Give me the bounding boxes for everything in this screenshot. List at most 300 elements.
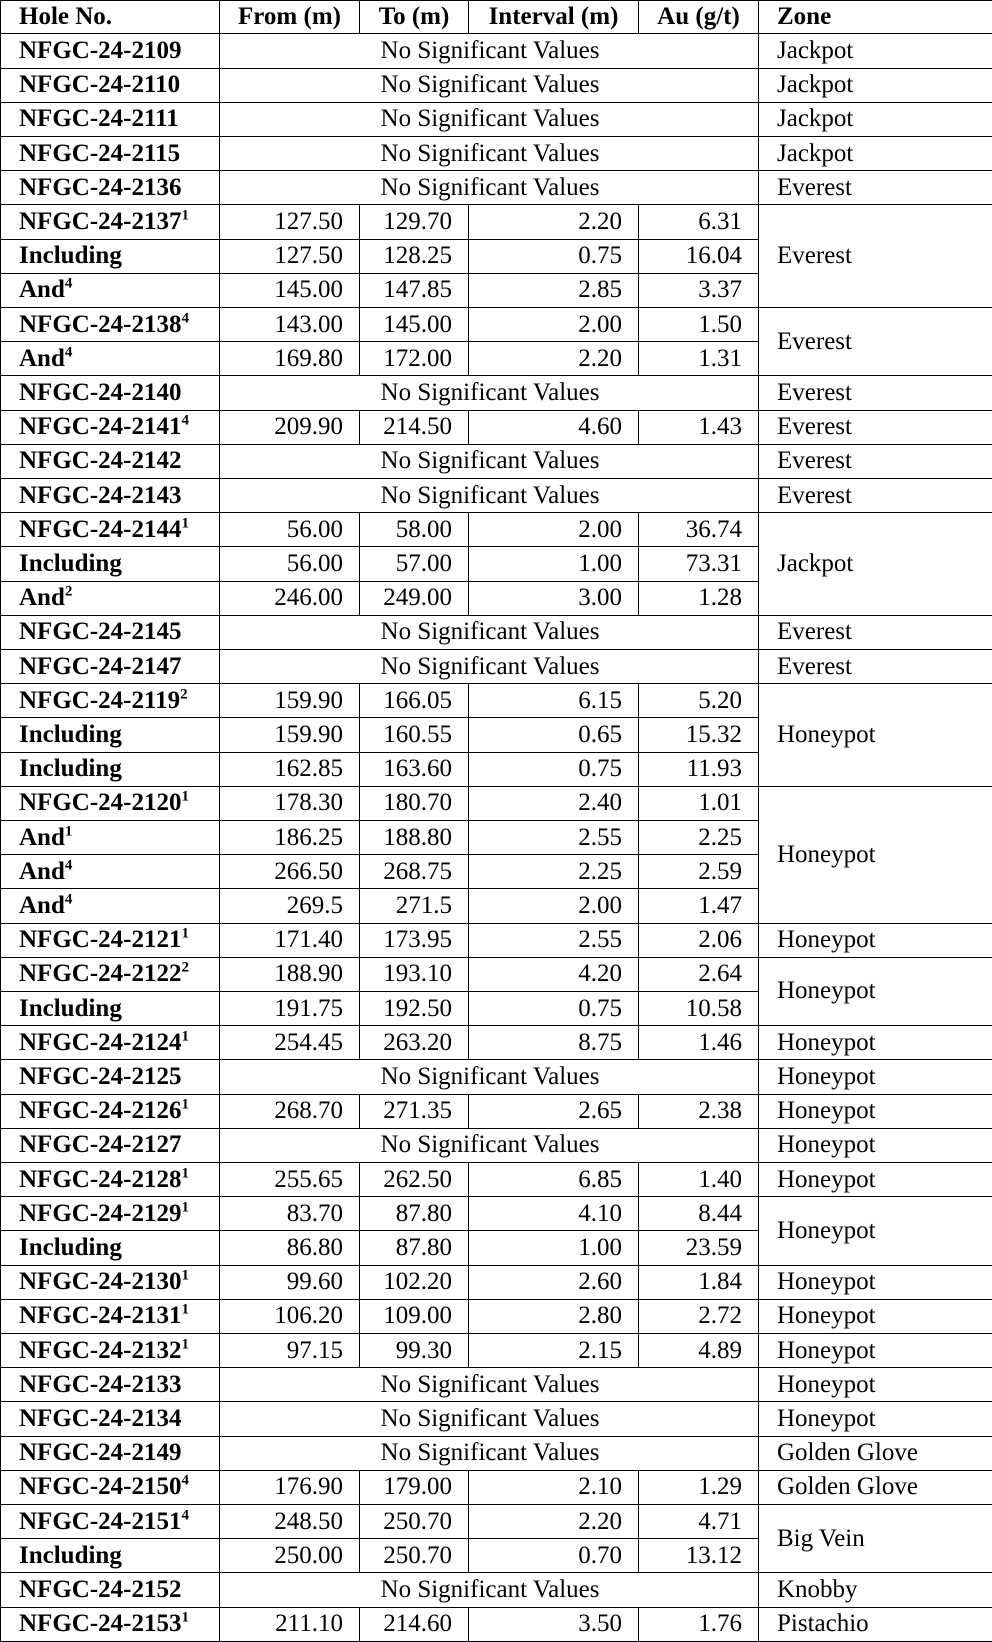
table-row	[1, 1265, 992, 1299]
zone-cell: Everest	[759, 615, 992, 649]
interval-cell: 2.10	[469, 1470, 639, 1504]
table-row	[1, 513, 992, 547]
au-grade-cell: 1.47	[639, 889, 759, 923]
au-grade-cell: 2.59	[639, 855, 759, 889]
zone-cell: Big Vein	[759, 1505, 992, 1573]
interval-cell: 4.10	[469, 1197, 639, 1231]
footnote-marker: 1	[64, 822, 73, 839]
from-cell: 83.70	[220, 1197, 360, 1231]
footnote-marker: 2	[64, 583, 73, 600]
au-grade-cell: 8.44	[639, 1197, 759, 1231]
interval-cell: 2.20	[469, 342, 639, 376]
hole-no-cell	[1, 171, 220, 205]
zone-cell: Honeypot	[759, 957, 992, 1025]
to-cell: 109.00	[360, 1299, 469, 1333]
au-grade-cell: 2.72	[639, 1299, 759, 1333]
hole-label: NFGC-24-2111	[19, 105, 179, 133]
from-cell: 268.70	[220, 1094, 360, 1128]
table-row	[1, 102, 992, 136]
footnote-marker: 1	[181, 1096, 189, 1113]
au-grade-cell: 1.28	[639, 581, 759, 615]
footnote-marker: 1	[181, 514, 189, 531]
to-cell: 268.75	[360, 855, 469, 889]
to-cell: 129.70	[360, 205, 469, 239]
from-cell: 266.50	[220, 855, 360, 889]
hole-label: NFGC-24-2127	[19, 1131, 182, 1159]
to-cell: 179.00	[360, 1470, 469, 1504]
table-row	[1, 957, 992, 991]
hole-no-cell	[1, 273, 220, 307]
zone-cell: Everest	[759, 649, 992, 683]
to-cell: 249.00	[360, 581, 469, 615]
no-significant-values-cell: No Significant Values	[220, 1060, 759, 1094]
table-row	[1, 478, 992, 512]
hole-label: NFGC-24-2141	[19, 413, 182, 441]
interval-cell: 0.70	[469, 1539, 639, 1573]
to-cell: 173.95	[360, 923, 469, 957]
interval-cell: 2.00	[469, 307, 639, 341]
header-zone: Zone	[759, 1, 992, 34]
table-row	[1, 786, 992, 820]
zone-cell: Honeypot	[759, 1026, 992, 1060]
to-cell: 128.25	[360, 239, 469, 273]
from-cell: 162.85	[220, 752, 360, 786]
hole-label: NFGC-24-2150	[19, 1473, 182, 1501]
hole-label: NFGC-24-2140	[19, 378, 182, 406]
zone-cell: Honeypot	[759, 786, 992, 923]
no-significant-values-cell: No Significant Values	[220, 68, 759, 102]
zone-cell: Jackpot	[759, 102, 992, 136]
zone-cell: Pistachio	[759, 1607, 992, 1641]
zone-cell: Honeypot	[759, 1299, 992, 1333]
hole-no-cell	[1, 855, 220, 889]
header-interval: Interval (m)	[469, 1, 639, 34]
from-cell: 188.90	[220, 957, 360, 991]
zone-cell: Honeypot	[759, 1334, 992, 1368]
footnote-marker: 4	[181, 412, 189, 429]
zone-cell: Everest	[759, 478, 992, 512]
zone-cell: Honeypot	[759, 923, 992, 957]
zone-cell: Jackpot	[759, 513, 992, 616]
hole-label: NFGC-24-2120	[19, 789, 182, 817]
hole-label: NFGC-24-2142	[19, 447, 182, 475]
hole-no-cell	[1, 1094, 220, 1128]
to-cell: 102.20	[360, 1265, 469, 1299]
zone-cell: Everest	[759, 171, 992, 205]
footnote-marker: 1	[181, 1199, 189, 1216]
table-row	[1, 410, 992, 444]
hole-label: Including	[19, 242, 122, 270]
hole-label: And	[19, 823, 65, 851]
interval-cell: 1.00	[469, 1231, 639, 1265]
zone-cell: Honeypot	[759, 1197, 992, 1265]
from-cell: 191.75	[220, 991, 360, 1025]
footnote-marker: 1	[181, 1301, 189, 1318]
hole-no-cell	[1, 1128, 220, 1162]
hole-no-cell	[1, 307, 220, 341]
hole-no-cell	[1, 923, 220, 957]
table-row	[1, 1436, 992, 1470]
table-row	[1, 205, 992, 239]
hole-no-cell	[1, 1539, 220, 1573]
au-grade-cell: 4.89	[639, 1334, 759, 1368]
to-cell: 262.50	[360, 1163, 469, 1197]
table-row	[1, 1094, 992, 1128]
from-cell: 127.50	[220, 239, 360, 273]
header-from: From (m)	[220, 1, 360, 34]
from-cell: 169.80	[220, 342, 360, 376]
hole-no-cell	[1, 786, 220, 820]
from-cell: 246.00	[220, 581, 360, 615]
no-significant-values-cell: No Significant Values	[220, 1368, 759, 1402]
au-grade-cell: 1.46	[639, 1026, 759, 1060]
interval-cell: 8.75	[469, 1026, 639, 1060]
to-cell: 214.50	[360, 410, 469, 444]
au-grade-cell: 13.12	[639, 1539, 759, 1573]
table-row	[1, 615, 992, 649]
to-cell: 271.5	[360, 889, 469, 923]
table-row	[1, 376, 992, 410]
from-cell: 248.50	[220, 1505, 360, 1539]
hole-label: NFGC-24-2126	[19, 1097, 182, 1125]
hole-no-cell	[1, 547, 220, 581]
table-row	[1, 1026, 992, 1060]
hole-label: And	[19, 857, 65, 885]
to-cell: 250.70	[360, 1539, 469, 1573]
au-grade-cell: 16.04	[639, 239, 759, 273]
footnote-marker: 1	[181, 788, 189, 805]
au-grade-cell: 2.25	[639, 820, 759, 854]
interval-cell: 2.60	[469, 1265, 639, 1299]
hole-no-cell	[1, 684, 220, 718]
au-grade-cell: 2.06	[639, 923, 759, 957]
hole-label: NFGC-24-2133	[19, 1370, 182, 1398]
hole-label: NFGC-24-2138	[19, 310, 182, 338]
zone-cell: Jackpot	[759, 136, 992, 170]
zone-cell: Honeypot	[759, 1128, 992, 1162]
au-grade-cell: 11.93	[639, 752, 759, 786]
hole-no-cell	[1, 1197, 220, 1231]
hole-label: NFGC-24-2122	[19, 960, 182, 988]
table-row	[1, 923, 992, 957]
hole-label: NFGC-24-2121	[19, 926, 182, 954]
hole-no-cell	[1, 1026, 220, 1060]
hole-no-cell	[1, 649, 220, 683]
from-cell: 176.90	[220, 1470, 360, 1504]
interval-cell: 6.15	[469, 684, 639, 718]
footnote-marker: 1	[181, 1609, 189, 1626]
interval-cell: 3.50	[469, 1607, 639, 1641]
au-grade-cell: 23.59	[639, 1231, 759, 1265]
hole-no-cell	[1, 1573, 220, 1607]
no-significant-values-cell: No Significant Values	[220, 1128, 759, 1162]
hole-no-cell	[1, 615, 220, 649]
zone-cell: Everest	[759, 410, 992, 444]
interval-cell: 2.80	[469, 1299, 639, 1333]
from-cell: 106.20	[220, 1299, 360, 1333]
footnote-marker: 1	[181, 1028, 189, 1045]
interval-cell: 2.00	[469, 513, 639, 547]
table-row	[1, 136, 992, 170]
hole-no-cell	[1, 410, 220, 444]
no-significant-values-cell: No Significant Values	[220, 1573, 759, 1607]
from-cell: 178.30	[220, 786, 360, 820]
to-cell: 193.10	[360, 957, 469, 991]
footnote-marker: 4	[64, 857, 73, 874]
hole-no-cell	[1, 1060, 220, 1094]
hole-label: NFGC-24-2124	[19, 1028, 182, 1056]
hole-label: NFGC-24-2143	[19, 481, 182, 509]
zone-cell: Everest	[759, 205, 992, 308]
from-cell: 171.40	[220, 923, 360, 957]
to-cell: 271.35	[360, 1094, 469, 1128]
hole-no-cell	[1, 1368, 220, 1402]
no-significant-values-cell: No Significant Values	[220, 102, 759, 136]
to-cell: 99.30	[360, 1334, 469, 1368]
hole-no-cell	[1, 752, 220, 786]
interval-cell: 6.85	[469, 1163, 639, 1197]
table-row	[1, 1334, 992, 1368]
table-row	[1, 1402, 992, 1436]
zone-cell: Honeypot	[759, 1265, 992, 1299]
from-cell: 250.00	[220, 1539, 360, 1573]
hole-no-cell	[1, 581, 220, 615]
header-to: To (m)	[360, 1, 469, 34]
interval-cell: 2.00	[469, 889, 639, 923]
hole-label: Including	[19, 755, 122, 783]
au-grade-cell: 36.74	[639, 513, 759, 547]
table-row	[1, 1299, 992, 1333]
hole-no-cell	[1, 444, 220, 478]
no-significant-values-cell: No Significant Values	[220, 615, 759, 649]
table-row	[1, 1505, 992, 1539]
to-cell: 263.20	[360, 1026, 469, 1060]
hole-no-cell	[1, 478, 220, 512]
au-grade-cell: 1.40	[639, 1163, 759, 1197]
au-grade-cell: 1.76	[639, 1607, 759, 1641]
zone-cell: Everest	[759, 376, 992, 410]
zone-cell: Everest	[759, 444, 992, 478]
zone-cell: Honeypot	[759, 684, 992, 787]
hole-no-cell	[1, 342, 220, 376]
hole-label: NFGC-24-2115	[19, 139, 181, 167]
to-cell: 87.80	[360, 1197, 469, 1231]
footnote-marker: 1	[181, 1164, 189, 1181]
hole-label: NFGC-24-2136	[19, 173, 182, 201]
footnote-marker: 4	[64, 891, 73, 908]
hole-no-cell	[1, 68, 220, 102]
footnote-marker: 2	[180, 686, 188, 702]
hole-no-cell	[1, 991, 220, 1025]
hole-label: NFGC-24-2130	[19, 1268, 182, 1296]
from-cell: 254.45	[220, 1026, 360, 1060]
hole-label: Including	[19, 549, 122, 577]
hole-label: Including	[19, 1234, 122, 1261]
from-cell: 99.60	[220, 1265, 360, 1299]
table-row	[1, 1197, 992, 1231]
zone-cell: Everest	[759, 307, 992, 375]
interval-cell: 0.75	[469, 239, 639, 273]
no-significant-values-cell: No Significant Values	[220, 136, 759, 170]
no-significant-values-cell: No Significant Values	[220, 444, 759, 478]
from-cell: 143.00	[220, 307, 360, 341]
footnote-marker: 4	[64, 343, 73, 360]
interval-cell: 2.55	[469, 923, 639, 957]
from-cell: 86.80	[220, 1231, 360, 1265]
no-significant-values-cell: No Significant Values	[220, 1402, 759, 1436]
hole-no-cell	[1, 34, 220, 68]
zone-cell: Golden Glove	[759, 1470, 992, 1504]
au-grade-cell: 6.31	[639, 205, 759, 239]
au-grade-cell: 3.37	[639, 273, 759, 307]
from-cell: 56.00	[220, 547, 360, 581]
zone-cell: Honeypot	[759, 1402, 992, 1436]
au-grade-cell: 1.84	[639, 1265, 759, 1299]
hole-label: NFGC-24-2109	[19, 36, 182, 64]
footnote-marker: 4	[181, 1472, 189, 1489]
from-cell: 145.00	[220, 273, 360, 307]
au-grade-cell: 1.29	[639, 1470, 759, 1504]
hole-label: NFGC-24-2119	[19, 686, 181, 714]
table-row	[1, 444, 992, 478]
footnote-marker: 4	[181, 309, 189, 326]
hole-no-cell	[1, 102, 220, 136]
au-grade-cell: 2.64	[639, 957, 759, 991]
to-cell: 58.00	[360, 513, 469, 547]
au-grade-cell: 5.20	[639, 684, 759, 718]
from-cell: 127.50	[220, 205, 360, 239]
zone-cell: Golden Glove	[759, 1436, 992, 1470]
hole-no-cell	[1, 1231, 220, 1265]
hole-label: Including	[19, 994, 122, 1022]
hole-no-cell	[1, 1470, 220, 1504]
table-row	[1, 1368, 992, 1402]
to-cell: 57.00	[360, 547, 469, 581]
no-significant-values-cell: No Significant Values	[220, 478, 759, 512]
no-significant-values-cell: No Significant Values	[220, 376, 759, 410]
hole-no-cell	[1, 239, 220, 273]
hole-label: NFGC-24-2131	[19, 1302, 182, 1330]
table-row	[1, 1060, 992, 1094]
hole-label: NFGC-24-2129	[19, 1199, 182, 1227]
table-row	[1, 1128, 992, 1162]
zone-cell: Honeypot	[759, 1060, 992, 1094]
table-row	[1, 307, 992, 341]
hole-no-cell	[1, 1607, 220, 1641]
interval-cell: 4.20	[469, 957, 639, 991]
interval-cell: 0.75	[469, 752, 639, 786]
hole-label: NFGC-24-2128	[19, 1165, 182, 1193]
hole-no-cell	[1, 1436, 220, 1470]
table-row	[1, 1607, 992, 1641]
table-row	[1, 34, 992, 68]
au-grade-cell: 1.31	[639, 342, 759, 376]
table-row	[1, 68, 992, 102]
to-cell: 250.70	[360, 1505, 469, 1539]
interval-cell: 0.75	[469, 991, 639, 1025]
hole-no-cell	[1, 957, 220, 991]
table-row	[1, 649, 992, 683]
from-cell: 159.90	[220, 684, 360, 718]
interval-cell: 2.20	[469, 1505, 639, 1539]
au-grade-cell: 2.38	[639, 1094, 759, 1128]
table-row	[1, 1573, 992, 1607]
interval-cell: 2.15	[469, 1334, 639, 1368]
interval-cell: 2.40	[469, 786, 639, 820]
from-cell: 211.10	[220, 1607, 360, 1641]
hole-label: Including	[19, 1541, 122, 1569]
interval-cell: 2.65	[469, 1094, 639, 1128]
zone-cell: Jackpot	[759, 34, 992, 68]
hole-no-cell	[1, 1265, 220, 1299]
au-grade-cell: 1.50	[639, 307, 759, 341]
from-cell: 269.5	[220, 889, 360, 923]
hole-no-cell	[1, 1299, 220, 1333]
to-cell: 160.55	[360, 718, 469, 752]
hole-label: NFGC-24-2147	[19, 652, 182, 680]
from-cell: 255.65	[220, 1163, 360, 1197]
to-cell: 214.60	[360, 1607, 469, 1641]
to-cell: 188.80	[360, 820, 469, 854]
table-row	[1, 684, 992, 718]
hole-no-cell	[1, 1334, 220, 1368]
header-au: Au (g/t)	[639, 1, 759, 34]
to-cell: 172.00	[360, 342, 469, 376]
to-cell: 163.60	[360, 752, 469, 786]
hole-label: NFGC-24-2132	[19, 1336, 182, 1364]
from-cell: 56.00	[220, 513, 360, 547]
hole-no-cell	[1, 889, 220, 923]
no-significant-values-cell: No Significant Values	[220, 34, 759, 68]
from-cell: 209.90	[220, 410, 360, 444]
interval-cell: 0.65	[469, 718, 639, 752]
zone-cell: Honeypot	[759, 1163, 992, 1197]
hole-label: NFGC-24-2137	[19, 207, 182, 235]
hole-label: And	[19, 344, 65, 372]
to-cell: 87.80	[360, 1231, 469, 1265]
interval-cell: 2.20	[469, 205, 639, 239]
interval-cell: 2.85	[469, 273, 639, 307]
hole-label: NFGC-24-2145	[19, 618, 182, 646]
footnote-marker: 2	[181, 959, 189, 976]
hole-no-cell	[1, 1505, 220, 1539]
from-cell: 186.25	[220, 820, 360, 854]
to-cell: 180.70	[360, 786, 469, 820]
hole-label: NFGC-24-2152	[19, 1576, 182, 1604]
hole-label: Including	[19, 720, 122, 748]
footnote-marker: 4	[64, 275, 73, 292]
au-grade-cell: 15.32	[639, 718, 759, 752]
hole-label: NFGC-24-2110	[19, 71, 181, 99]
footnote-marker: 4	[181, 1506, 189, 1523]
hole-no-cell	[1, 1402, 220, 1436]
interval-cell: 2.55	[469, 820, 639, 854]
footnote-marker: 1	[181, 207, 189, 224]
au-grade-cell: 73.31	[639, 547, 759, 581]
au-grade-cell: 1.01	[639, 786, 759, 820]
to-cell: 147.85	[360, 273, 469, 307]
footnote-marker: 1	[181, 925, 189, 942]
au-grade-cell: 1.43	[639, 410, 759, 444]
table-row	[1, 1470, 992, 1504]
hole-label: NFGC-24-2144	[19, 515, 182, 543]
au-grade-cell: 10.58	[639, 991, 759, 1025]
to-cell: 192.50	[360, 991, 469, 1025]
no-significant-values-cell: No Significant Values	[220, 649, 759, 683]
hole-no-cell	[1, 136, 220, 170]
table-header-row	[1, 1, 992, 34]
no-significant-values-cell: No Significant Values	[220, 171, 759, 205]
